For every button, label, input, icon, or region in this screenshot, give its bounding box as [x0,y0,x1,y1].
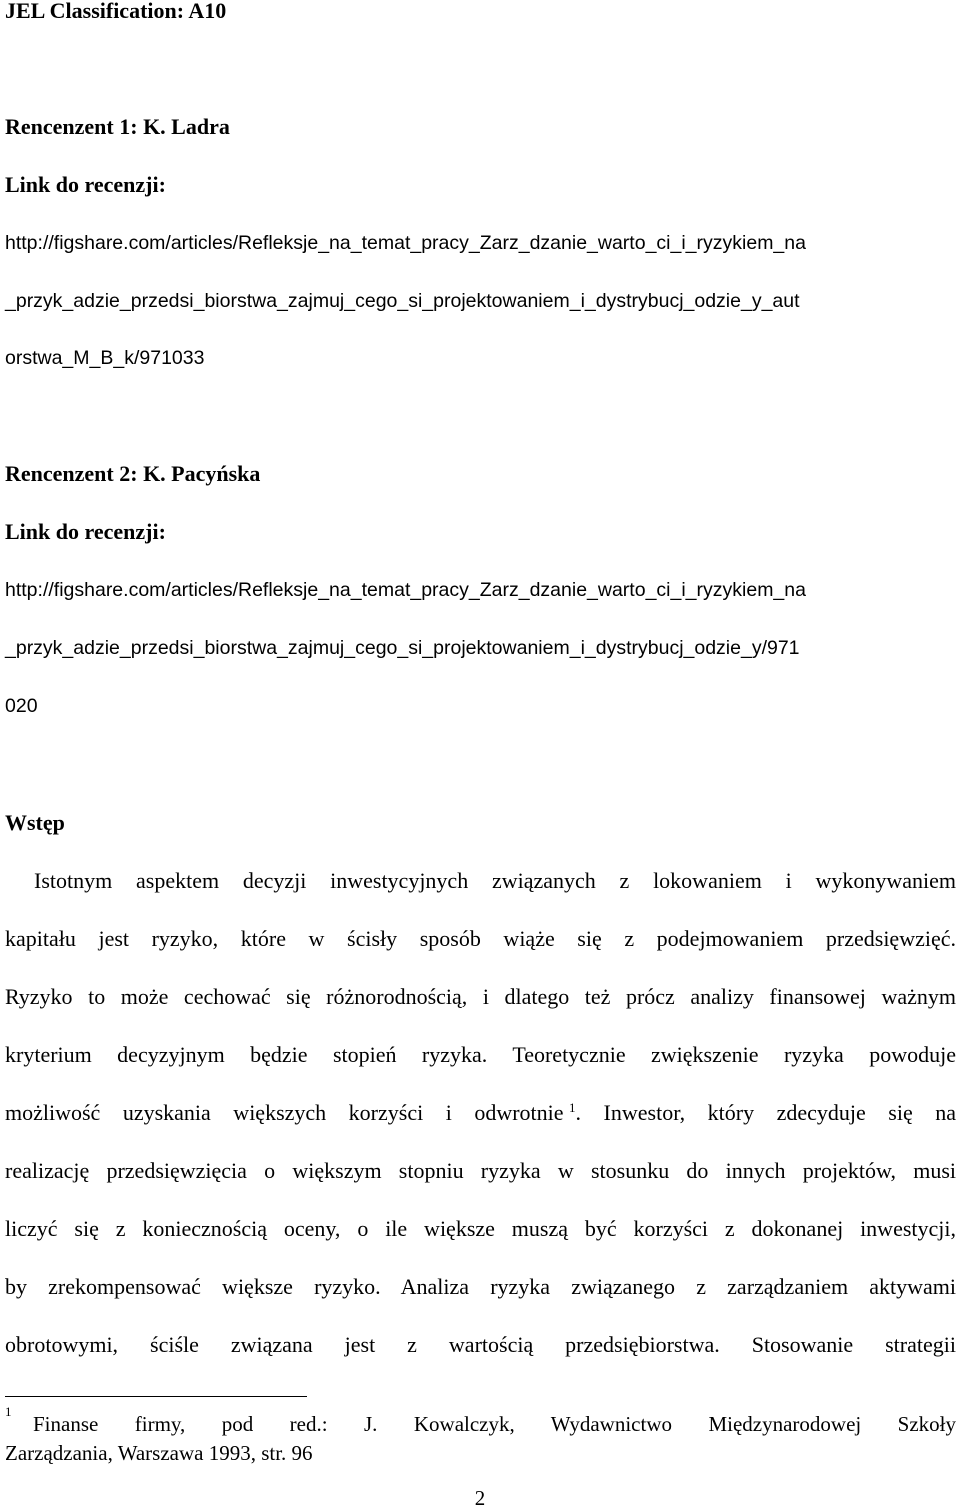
reviewer-2-url-line[interactable]: 020 [5,695,38,717]
body-line: obrotowymi, ściśle związana jest z wartością przedsiębiorstwa. Stosowanie strategii [5,1332,956,1357]
reviewer-2-link-label: Link do recenzji: [5,519,166,544]
reviewer-1-name: Rencenzent 1: K. Ladra [5,114,230,139]
body-line: kryterium decyzyjnym będzie stopień ryzyka. Teoretycznie zwiększenie ryzyka powoduje [5,1042,956,1067]
body-line: Ryzyko to może cechować się różnorodnością, i dlatego też prócz analizy finansowej ważnym [5,984,956,1009]
body-line: realizację przedsięwzięcia o większym stopniu ryzyka w stosunku do innych projektów, musi [5,1158,956,1183]
body-line: Istotnym aspektem decyzji inwestycyjnych związanych z lokowaniem i wykonywaniem [34,868,956,893]
reviewer-2-name: Rencenzent 2: K. Pacyńska [5,461,261,486]
body-line-text: . Inwestor, który zdecyduje się na [575,1100,956,1125]
body-line [5,1100,956,1126]
body-line: kapitału jest ryzyko, które w ścisły sposób wiąże się z podejmowaniem przedsięwzięć. [5,926,956,951]
footnote-text-line: Zarządzania, Warszawa 1993, str. 96 [5,1441,313,1465]
page-number: 2 [474,1486,486,1510]
reviewer-1-url-line[interactable]: _przyk_adzie_przedsi_biorstwa_zajmuj_cego_si_projektowaniem_i_dystrybucj_odzie_y_aut [5,290,800,312]
body-line: liczyć się z koniecznością oceny, o ile większe muszą być korzyści z dokonanej inwestycji, [5,1216,956,1241]
footnote-reference[interactable]: 1 [569,1100,576,1115]
reviewer-1-url-line[interactable]: orstwa_M_B_k/971033 [5,347,205,369]
reviewer-1-link-label: Link do recenzji: [5,172,166,197]
body-line-text: możliwość uzyskania większych korzyści i odwrotnie [5,1100,564,1125]
section-heading: Wstęp [5,810,65,835]
footnote-rule [5,1396,307,1397]
reviewer-1-url-line[interactable]: http://figshare.com/articles/Refleksje_na_temat_pracy_Zarz_dzanie_warto_ci_i_ryzykiem_na [5,232,806,254]
body-line: by zrekompensować większe ryzyko. Analiza ryzyka związanego z zarządzaniem aktywami [5,1274,956,1299]
footnote-text-line: Finanse firmy, pod red.: J. Kowalczyk, Wydawnictwo Międzynarodowej Szkoły [33,1412,956,1436]
footnote-number: 1 [5,1404,12,1419]
reviewer-2-url-line[interactable]: http://figshare.com/articles/Refleksje_na_temat_pracy_Zarz_dzanie_warto_ci_i_ryzykiem_na [5,579,806,601]
jel-classification: JEL Classification: A10 [5,0,227,23]
reviewer-2-url-line[interactable]: _przyk_adzie_przedsi_biorstwa_zajmuj_cego_si_projektowaniem_i_dystrybucj_odzie_y/971 [5,637,800,659]
